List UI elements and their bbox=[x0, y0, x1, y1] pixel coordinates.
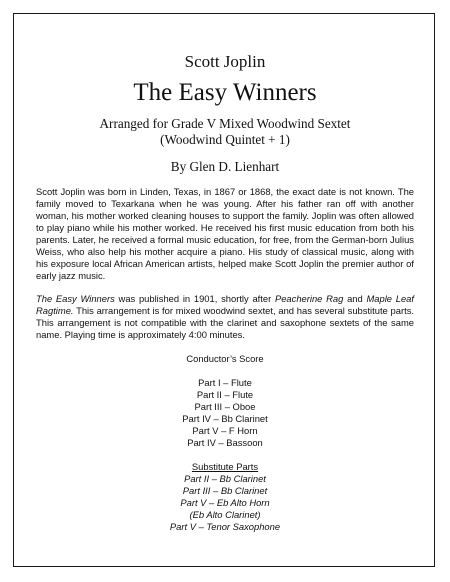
part-item: Part IV – Bassoon bbox=[187, 437, 263, 448]
parts-list bbox=[36, 377, 414, 449]
substitute-item: Part II – Bb Clarinet bbox=[184, 473, 266, 484]
arranger-byline: By Glen D. Lienhart bbox=[170, 159, 280, 174]
substitute-parts-heading: Substitute Parts bbox=[191, 461, 259, 472]
publication-reference-1: Peacherine Rag bbox=[274, 293, 344, 304]
piece-title: The Easy Winners bbox=[133, 79, 317, 106]
part-item: Part IV – Bb Clarinet bbox=[182, 413, 268, 424]
conductor-score-heading: Conductor’s Score bbox=[186, 353, 264, 364]
part-item: Part V – F Horn bbox=[192, 425, 258, 436]
document-body bbox=[36, 52, 414, 533]
substitute-item: Part V – Eb Alto Horn bbox=[180, 497, 270, 508]
publication-paragraph bbox=[36, 293, 414, 341]
composer-name: Scott Joplin bbox=[184, 52, 266, 71]
part-item: Part II – Flute bbox=[196, 389, 254, 400]
substitute-item: Part III – Bb Clarinet bbox=[182, 485, 268, 496]
substitute-item: (Eb Alto Clarinet) bbox=[189, 509, 261, 520]
part-item: Part III – Oboe bbox=[194, 401, 256, 412]
biography-paragraph: Scott Joplin was born in Linden, Texas, in 1867 or 1868, the exact date is not known. The family moved to Texarkana when he was young. After his father ran off with another woman, his mother worked cleaning houses to support the family. Joplin was often allowed to play piano while his mother worked. He received his first music education from both his parents. Later, he received a formal music education, for free, from the German-born Julius Weiss, who also help his mother acquire a piano. His study of classical music, along with his exposure local African American artists, helped make Scott Joplin the premier author of early jazz music. bbox=[36, 186, 414, 281]
publication-text-3: This arrangement is for mixed woodwind sextet, and has several substitute parts. This arrangement is not compatible with the clarinet and saxophone sextets of the same name. Playing time is approximately 4:00 minutes. bbox=[36, 305, 414, 340]
arrangement-line-2: (Woodwind Quintet + 1) bbox=[160, 132, 290, 147]
substitute-parts-list bbox=[36, 461, 414, 533]
publication-title: The Easy Winners bbox=[36, 293, 115, 304]
substitute-item: Part V – Tenor Saxophone bbox=[169, 521, 281, 532]
part-item: Part I – Flute bbox=[198, 377, 252, 388]
arrangement-line-1: Arranged for Grade V Mixed Woodwind Sextet bbox=[99, 116, 351, 131]
arrangement-subtitle bbox=[36, 116, 414, 148]
publication-reference-2: Maple Leaf Ragtime. bbox=[36, 293, 414, 316]
publication-text-1: was published in 1901, shortly after bbox=[114, 293, 275, 304]
publication-text-2: and bbox=[343, 293, 367, 304]
